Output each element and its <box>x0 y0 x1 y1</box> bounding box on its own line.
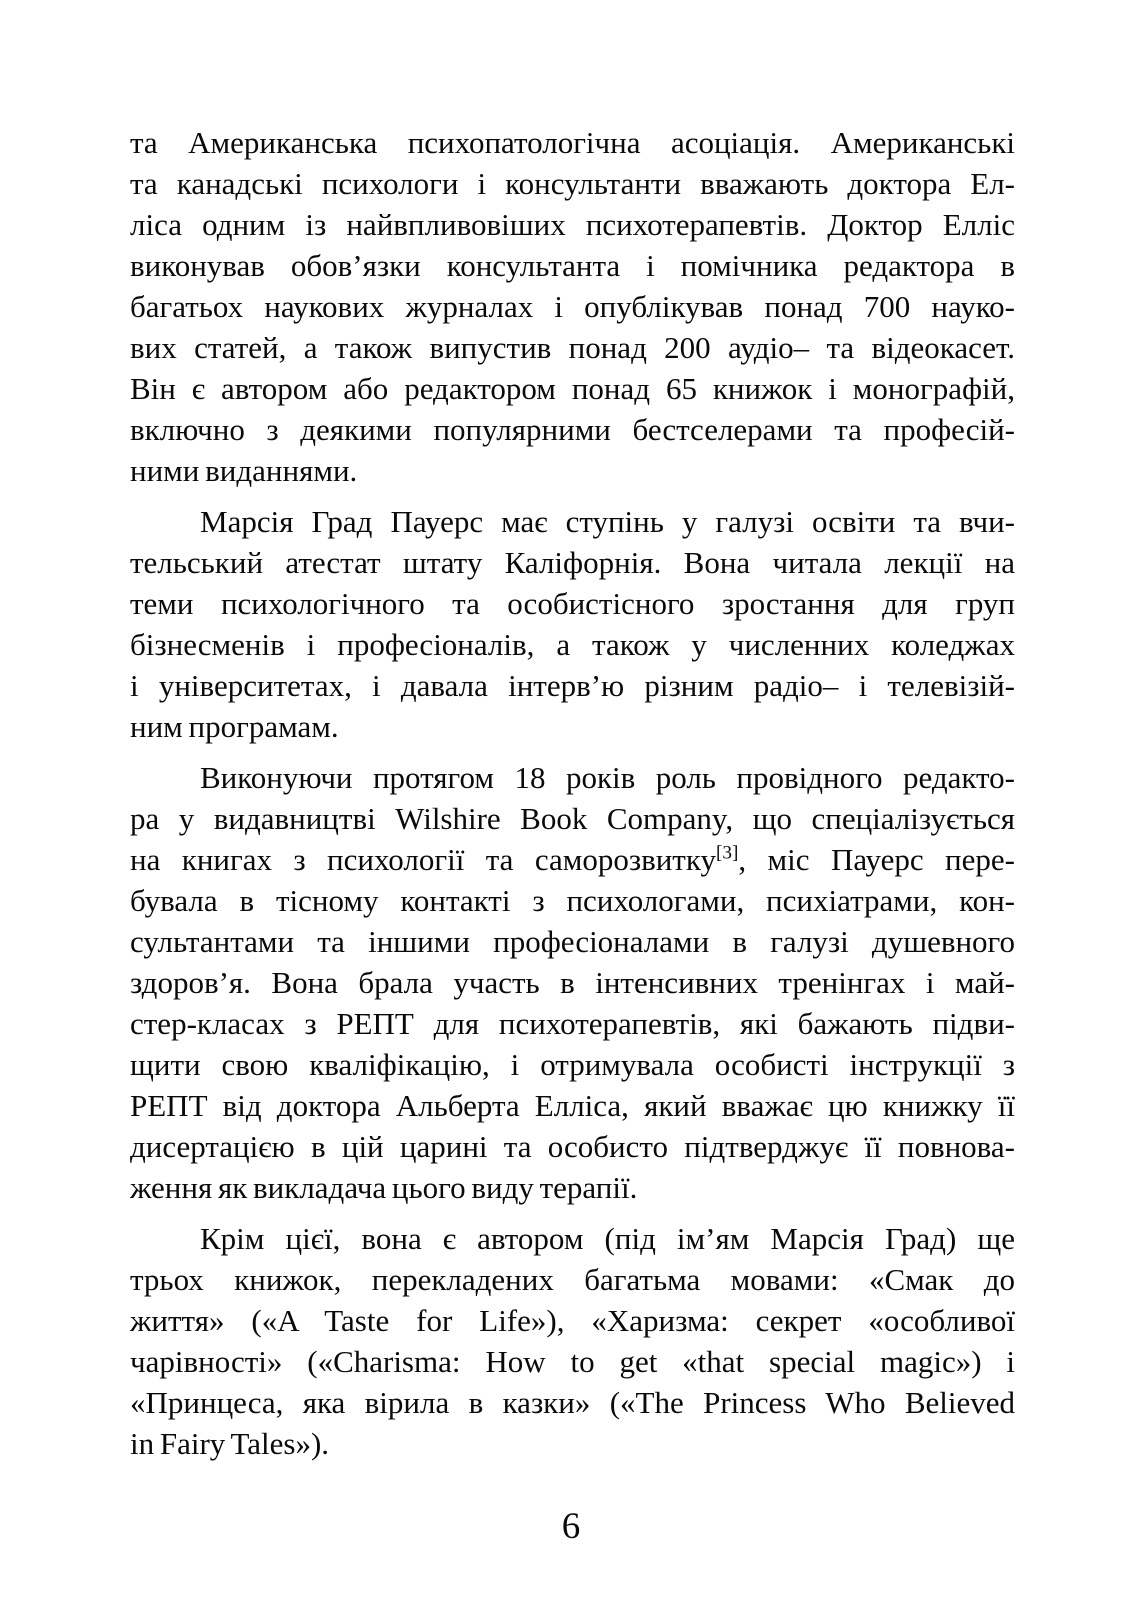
footnote-marker: [3] <box>715 842 739 864</box>
text-line: РЕПТ від доктора Альберта Елліса, який вважає цю книжку її <box>130 1088 1015 1123</box>
paragraph <box>130 757 1015 1208</box>
text-line: та Американська психопатологічна асоціація. Американські <box>130 125 1015 160</box>
text-line: виконував обов’язки консультанта і помічника редактора в <box>130 248 1015 283</box>
text-line: ними виданнями. <box>130 453 358 488</box>
page-number: 6 <box>561 1506 581 1547</box>
text-line: і університетах, і давала інтерв’ю різним радіо– і телевізій- <box>130 668 1015 703</box>
text-line: Він є автором або редактором понад 65 книжок і монографій, <box>130 371 1015 406</box>
paragraph <box>130 501 1015 747</box>
text-line: включно з деякими популярними бестселерами та професій- <box>130 412 1015 447</box>
text-line: ліса одним із найвпливовіших психотерапевтів. Доктор Елліс <box>130 207 1015 242</box>
text-line: ним програмам. <box>130 709 339 744</box>
paragraph <box>130 1218 1015 1464</box>
text-line: трьох книжок, перекладених багатьма мовами: «Смак до <box>130 1262 1015 1297</box>
text-line: на книгах з психології та саморозвитку[3], міс Пауерс пере- <box>130 842 1015 877</box>
text-line: Виконуючи протягом 18 років роль провідного редакто- <box>200 760 1015 795</box>
text-line: сультантами та іншими професіоналами в галузі душевного <box>130 924 1015 959</box>
text-line: стер-класах з РЕПТ для психотерапевтів, які бажають підви- <box>130 1006 1015 1041</box>
text-line: «Принцеса, яка вірила в казки» («The Princess Who Believed <box>130 1385 1015 1420</box>
text-line: тельський атестат штату Каліфорнія. Вона читала лекції на <box>130 545 1015 580</box>
text-line: вих статей, а також випустив понад 200 аудіо– та відеокасет. <box>130 330 1015 365</box>
text-line: здоров’я. Вона брала участь в інтенсивних тренінгах і май- <box>130 965 1015 1000</box>
text-line: бувала в тісному контакті з психологами, психіатрами, кон- <box>130 883 1015 918</box>
paragraph <box>130 122 1015 491</box>
text-line: дисертацією в цій царині та особисто підтверджує її повнова- <box>130 1129 1015 1164</box>
text-block <box>130 122 1015 1464</box>
text-line: та канадські психологи і консультанти вважають доктора Ел- <box>130 166 1015 201</box>
text-line: щити свою кваліфікацію, і отримувала особисті інструкції з <box>130 1047 1015 1082</box>
text-line: життя» («A Taste for Life»), «Харизма: секрет «особливої <box>130 1303 1015 1338</box>
text-line: теми психологічного та особистісного зростання для груп <box>130 586 1015 621</box>
text-line: ження як викладача цього виду терапії. <box>130 1170 638 1205</box>
text-line: ра у видавництві Wilshire Book Company, що спеціалізується <box>130 801 1015 836</box>
text-line: чарівності» («Charisma: How to get «that special magic») і <box>130 1344 1015 1379</box>
text-line: бізнесменів і професіоналів, а також у численних коледжах <box>130 627 1015 662</box>
text-line: Крім цієї, вона є автором (під ім’ям Марсія Град) ще <box>200 1221 1015 1256</box>
text-line: багатьох наукових журналах і опублікував понад 700 науко- <box>130 289 1015 324</box>
text-line: in Fairy Tales»). <box>130 1426 330 1461</box>
page-footer <box>0 1505 1142 1549</box>
text-line: Марсія Град Пауерс має ступінь у галузі освіти та вчи- <box>200 504 1015 539</box>
